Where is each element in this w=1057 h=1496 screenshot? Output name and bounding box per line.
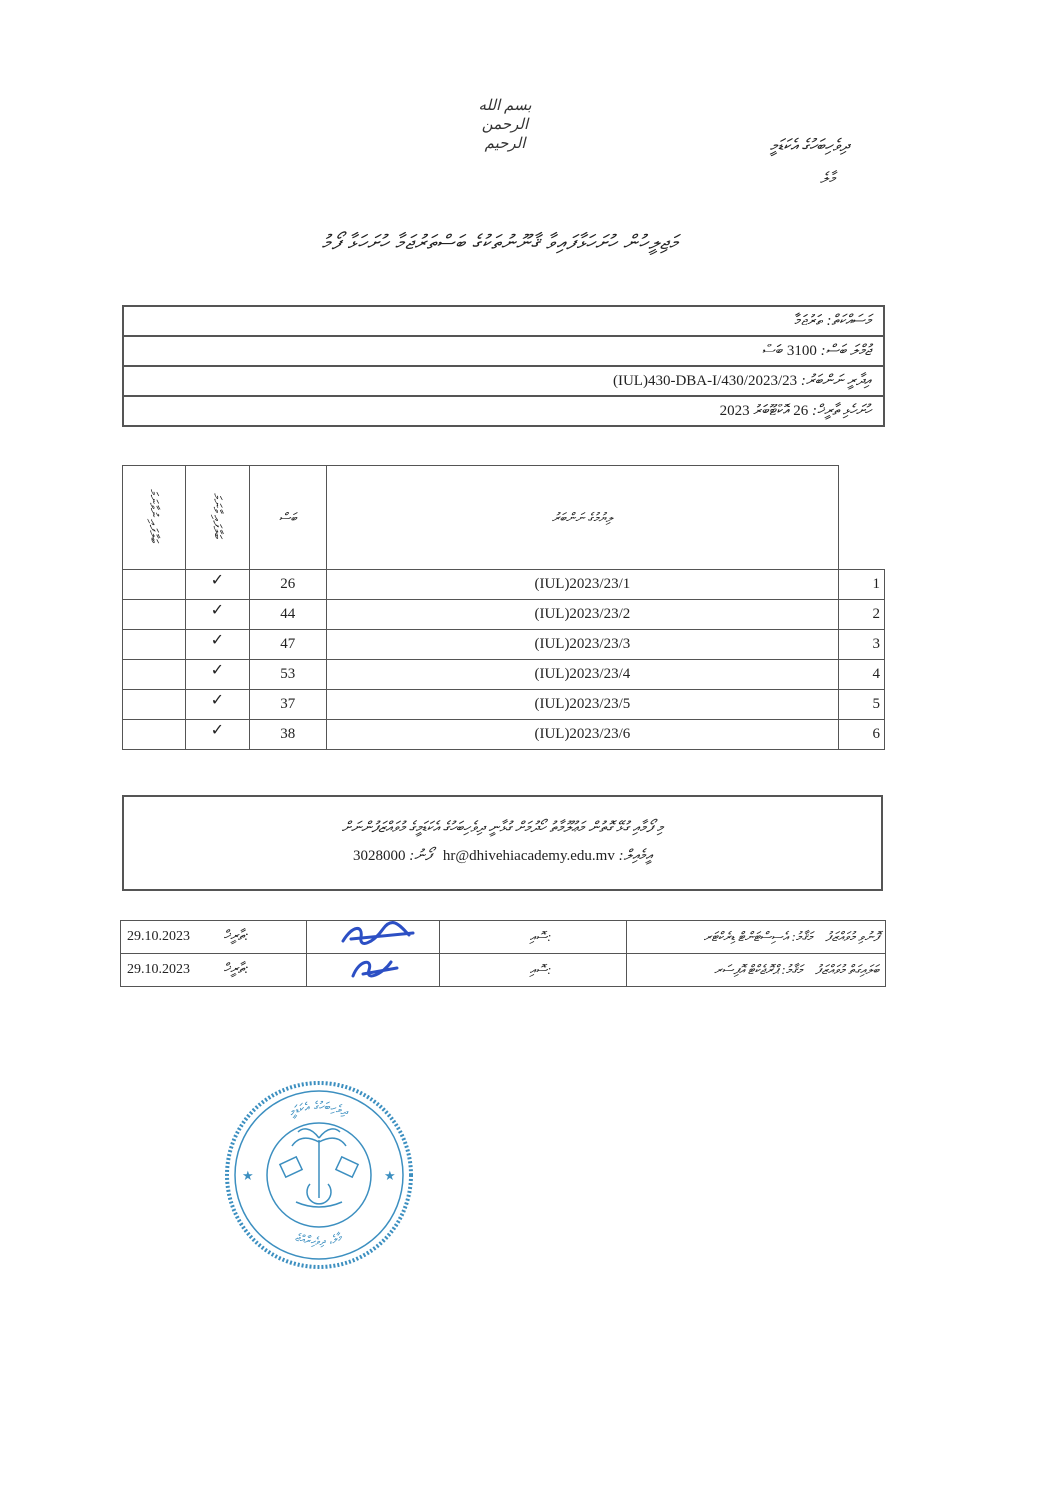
header-blank: [839, 466, 885, 570]
ref-label: އިދާރީ ނަންބަރު:: [800, 373, 871, 389]
doc-number-cell: (IUL)2023/23/6: [326, 720, 838, 750]
row-number-cell: 5: [839, 690, 885, 720]
table-row: [123, 570, 885, 600]
check-mark-icon: ✓: [185, 570, 249, 600]
remarks-cell: [123, 720, 186, 750]
doc-number-cell: (IUL)2023/23/2: [326, 600, 838, 630]
signature-name: މަޤާމު: ޕްރޮޖެކްޓް އޮފިސަރ: [714, 962, 803, 977]
table-row: [123, 660, 885, 690]
words-value: 3100 ބަސް: [762, 343, 817, 359]
remarks-cell: [123, 570, 186, 600]
document-table: [122, 465, 885, 750]
header-remarks: ބަލާފައި ނުވާނަމަ: [123, 466, 186, 570]
signature-person: [626, 921, 885, 954]
row-number-cell: 2: [839, 600, 885, 630]
signature-label: ސޮއި:: [439, 921, 626, 954]
contact-box: [122, 795, 883, 891]
official-stamp: [224, 1080, 414, 1270]
document-title: މަޖިލީހުން ހުށަހަޅާފައިވާ ޤާނޫނުތަކުގެ ބަސްތަރުޖަމާ ހުށަހަޅާ ފޯމު: [321, 232, 679, 254]
check-mark-icon: ✓: [185, 660, 249, 690]
header-doc-number: ލިޔުމުގެ ނަންބަރު: [326, 466, 838, 570]
pages-cell: 47: [249, 630, 326, 660]
date-value: 26 އޮކްޓޫބަރު 2023: [719, 403, 809, 419]
signature-date-label: ތާރީޚް:: [223, 962, 249, 977]
table-row: [123, 690, 885, 720]
signature-date-cell: [121, 954, 307, 987]
pages-cell: 44: [249, 600, 326, 630]
pages-cell: 38: [249, 720, 326, 750]
check-mark-icon: ✓: [185, 690, 249, 720]
row-number-cell: 6: [839, 720, 885, 750]
check-mark-icon: ✓: [185, 720, 249, 750]
bismillah: بسم الله الرحمن الرحيم: [478, 98, 532, 152]
info-row-date: [123, 396, 884, 426]
header-verified: ބަލާފައި ވާނަމަ: [185, 466, 249, 570]
unit-label: މަސައްކަތް:: [826, 313, 871, 329]
pages-cell: 26: [249, 570, 326, 600]
signature-role: ފޮނުވި މުވައްޒަފު: [825, 929, 879, 944]
contact-details: [134, 847, 871, 865]
signature-person: [626, 954, 885, 987]
table-header-row: [123, 466, 885, 570]
doc-number-cell: (IUL)2023/23/3: [326, 630, 838, 660]
pages-cell: 53: [249, 660, 326, 690]
email-link[interactable]: hr@dhivehiacademy.edu.mv: [442, 848, 615, 864]
stamp-bottom-text: މާލެ، ދިވެހިރާއްޖެ: [293, 1230, 345, 1249]
remarks-cell: [123, 690, 186, 720]
emblem-icon: [280, 1129, 358, 1207]
row-number-cell: 3: [839, 630, 885, 660]
remarks-cell: [123, 660, 186, 690]
check-mark-icon: ✓: [185, 630, 249, 660]
header-pages: ބަސް: [249, 466, 326, 570]
info-row-words: [123, 336, 884, 366]
check-mark-icon: ✓: [185, 600, 249, 630]
signature-role: ބަލައިގަތް މުވައްޒަފު: [815, 962, 879, 977]
unit-value: ތަރުޖަމާ: [794, 313, 823, 329]
doc-number-cell: (IUL)2023/23/4: [326, 660, 838, 690]
email-label: އީމެއިލް:: [618, 848, 653, 864]
signature-scribble: [313, 921, 433, 949]
signature-mark: [306, 954, 439, 987]
pages-cell: 37: [249, 690, 326, 720]
office-city: މާލެ: [820, 171, 835, 187]
stamp-star-left: ★: [242, 1168, 254, 1183]
info-table: [122, 305, 885, 427]
date-label: ހުށަހެޅި ތާރީޚް:: [811, 403, 871, 419]
row-number-cell: 1: [839, 570, 885, 600]
stamp-star-right: ★: [384, 1168, 396, 1183]
office-name: ދިވެހިބަހުގެ އެކަޑަމީ: [769, 136, 849, 155]
signature-date: 29.10.2023: [127, 962, 190, 977]
row-number-cell: 4: [839, 660, 885, 690]
signature-scribble: [313, 954, 433, 982]
doc-number-cell: (IUL)2023/23/1: [326, 570, 838, 600]
phone-number: 3028000: [352, 848, 406, 864]
stamp-top-text: ދިވެހިބަހުގެ އެކަޑަމީ: [287, 1098, 351, 1119]
signature-date-label: ތާރީޚް:: [223, 929, 249, 944]
table-row: [123, 630, 885, 660]
remarks-cell: [123, 630, 186, 660]
signature-date-cell: [121, 921, 307, 954]
remarks-cell: [123, 600, 186, 630]
info-row-unit: [123, 306, 884, 336]
signature-row: [121, 954, 886, 987]
signature-date: 29.10.2023: [127, 929, 190, 944]
doc-number-cell: (IUL)2023/23/5: [326, 690, 838, 720]
signature-name: މަޤާމު: އެސިސްޓަންޓް ޑިރެކްޓަރ: [703, 929, 813, 944]
signature-row: [121, 921, 886, 954]
table-row: [123, 600, 885, 630]
signature-table: [120, 920, 886, 987]
contact-text: މި ފޯމާއި ގުޅޭ ގޮތުން މަޢުލޫމާތު ހޯދުމަށް ގުޅާނީ ދިވެހިބަހުގެ އެކަޑަމީގެ މުވައްޒަފުންނަށް: [341, 820, 664, 836]
table-row: [123, 720, 885, 750]
info-row-ref: [123, 366, 884, 396]
signature-label: ސޮއި:: [439, 954, 626, 987]
words-label: ޖުމްލަ ބަސް:: [820, 343, 871, 359]
phone-label: ފޯނު:: [409, 848, 432, 864]
ref-value: (IUL)430-DBA-I/430/2023/23: [612, 373, 798, 389]
signature-mark: [306, 921, 439, 954]
